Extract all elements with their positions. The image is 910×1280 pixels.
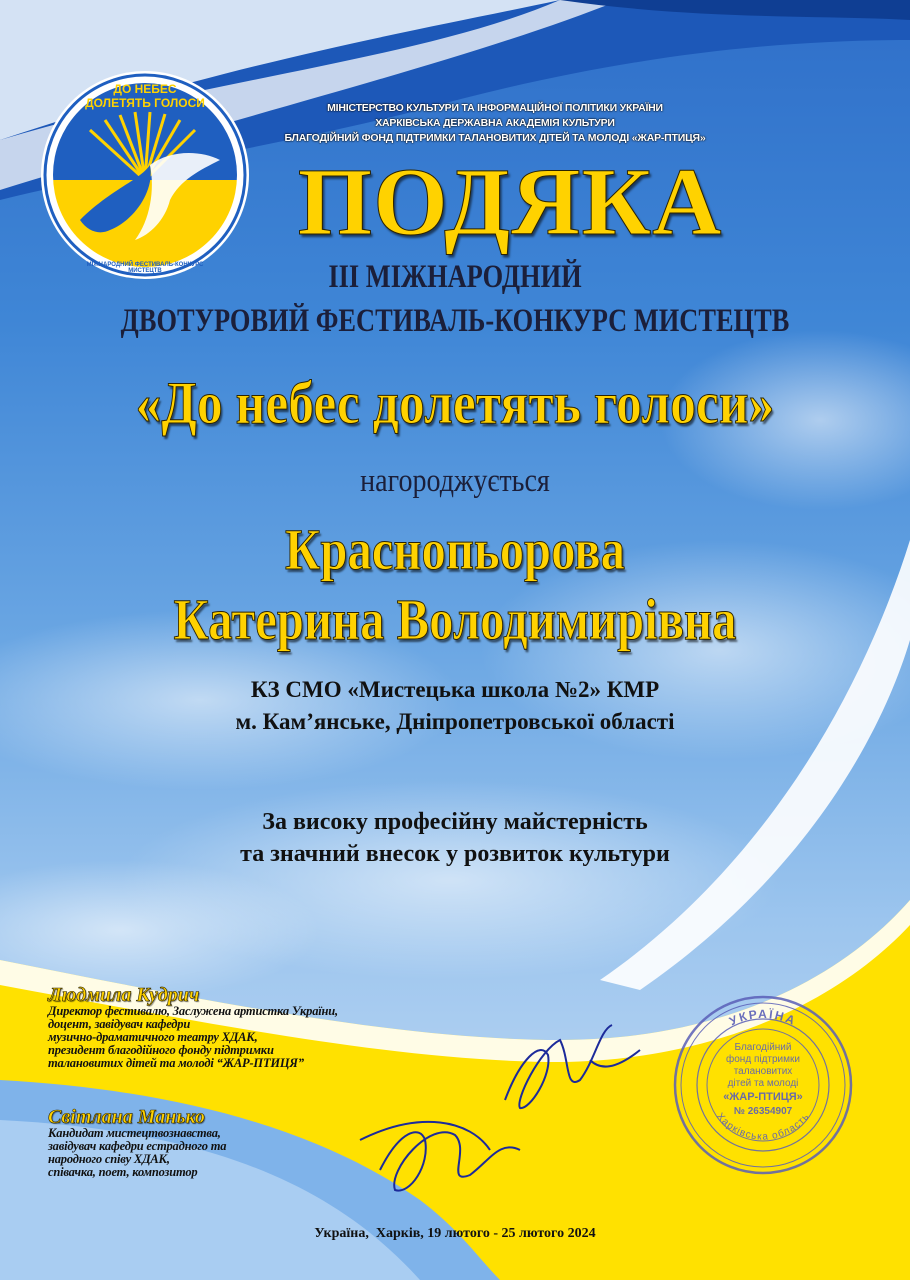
- logo-text: [40, 82, 250, 110]
- stamp-ring-bottom: Харківська область: [714, 1111, 812, 1143]
- logo-top-text-2: ДОЛЕТЯТЬ ГОЛОСИ: [85, 96, 205, 110]
- stamp-line-3: талановитих: [733, 1066, 793, 1077]
- logo-top-text: ДО НЕБЕС: [113, 82, 177, 96]
- festival-line-2: ДВОТУРОВИЙ ФЕСТИВАЛЬ-КОНКУРС МИСТЕЦТВ: [120, 303, 790, 339]
- stamp-line-2: фонд підтримки: [726, 1054, 800, 1065]
- recipient-given-names: Катерина Володимирівна: [173, 587, 737, 652]
- institution-line-1: КЗ СМО «Мистецька школа №2» КМР: [250, 677, 660, 702]
- reason-line-1: За високу професійну майстерність: [262, 809, 648, 835]
- signatory-1: [48, 985, 568, 1070]
- reason-line-2: та значний внесок у розвиток культури: [240, 841, 670, 867]
- stamp-line-4: дітей та молоді: [727, 1078, 799, 1089]
- signatory-1-line-1: Директор фестивалю, Заслужена артистка України,: [48, 1004, 338, 1018]
- stamp-ring-top: УКРАЇНА: [727, 1006, 799, 1029]
- logo-ring-text: МІЖНАРОДНИЙ ФЕСТИВАЛЬ-КОНКУРС МИСТЕЦТВ: [86, 262, 204, 274]
- organizer-academy: ХАРКІВСЬКА ДЕРЖАВНА АКАДЕМІЯ КУЛЬТУРИ: [375, 117, 615, 129]
- organizer-foundation: БЛАГОДІЙНИЙ ФОНД ПІДТРИМКИ ТАЛАНОВИТИХ ДІТЕЙ ТА МОЛОДІ «ЖАР-ПТИЦЯ»: [284, 132, 706, 144]
- organizers: [270, 101, 720, 146]
- stamp-number: № 26354907: [733, 1106, 793, 1117]
- signatory-1-line-2: доцент, завідувач кафедри: [48, 1017, 191, 1031]
- signatory-2-line-2: завідувач кафедри естрадного та: [48, 1139, 227, 1153]
- signatory-2-line-1: Кандидат мистецтвознавства,: [48, 1126, 221, 1140]
- awarded-label: нагороджується: [360, 463, 550, 499]
- festival-line-1: III МІЖНАРОДНИЙ: [328, 259, 582, 295]
- foundation-stamp: [668, 990, 858, 1180]
- signatory-2: [48, 1107, 408, 1179]
- institution-line-2: м. Кам’янське, Дніпропетровської області: [235, 709, 675, 734]
- signatory-1-line-3: музично-драматичного театру ХДАК,: [48, 1030, 258, 1044]
- certificate-title: ПОДЯКА: [297, 148, 723, 255]
- organizer-ministry: МІНІСТЕРСТВО КУЛЬТУРИ ТА ІНФОРМАЦІЙНОЇ ПОЛІТИКИ УКРАЇНИ: [327, 102, 663, 114]
- signatory-2-line-3: народного співу ХДАК,: [48, 1152, 170, 1166]
- signatory-1-name: Людмила Кудрич: [48, 984, 200, 1006]
- stamp-line-1: Благодійний: [734, 1042, 792, 1053]
- signatory-2-name: Світлана Манько: [48, 1106, 205, 1128]
- signatory-2-line-4: співачка, поет, композитор: [48, 1165, 198, 1179]
- signatory-1-line-4: президент благодійного фонду підтримки: [48, 1043, 274, 1057]
- stamp-line-5: «ЖАР-ПТИЦЯ»: [723, 1091, 803, 1103]
- recipient-surname: Краснопьорова: [285, 517, 625, 582]
- footer-place-dates: Україна, Харків, 19 лютого - 25 лютого 2024: [314, 1226, 596, 1241]
- signatory-1-line-5: талановитих дітей та молоді “ЖАР-ПТИЦЯ”: [48, 1056, 304, 1070]
- festival-name: «До небес долетять голоси»: [135, 370, 775, 436]
